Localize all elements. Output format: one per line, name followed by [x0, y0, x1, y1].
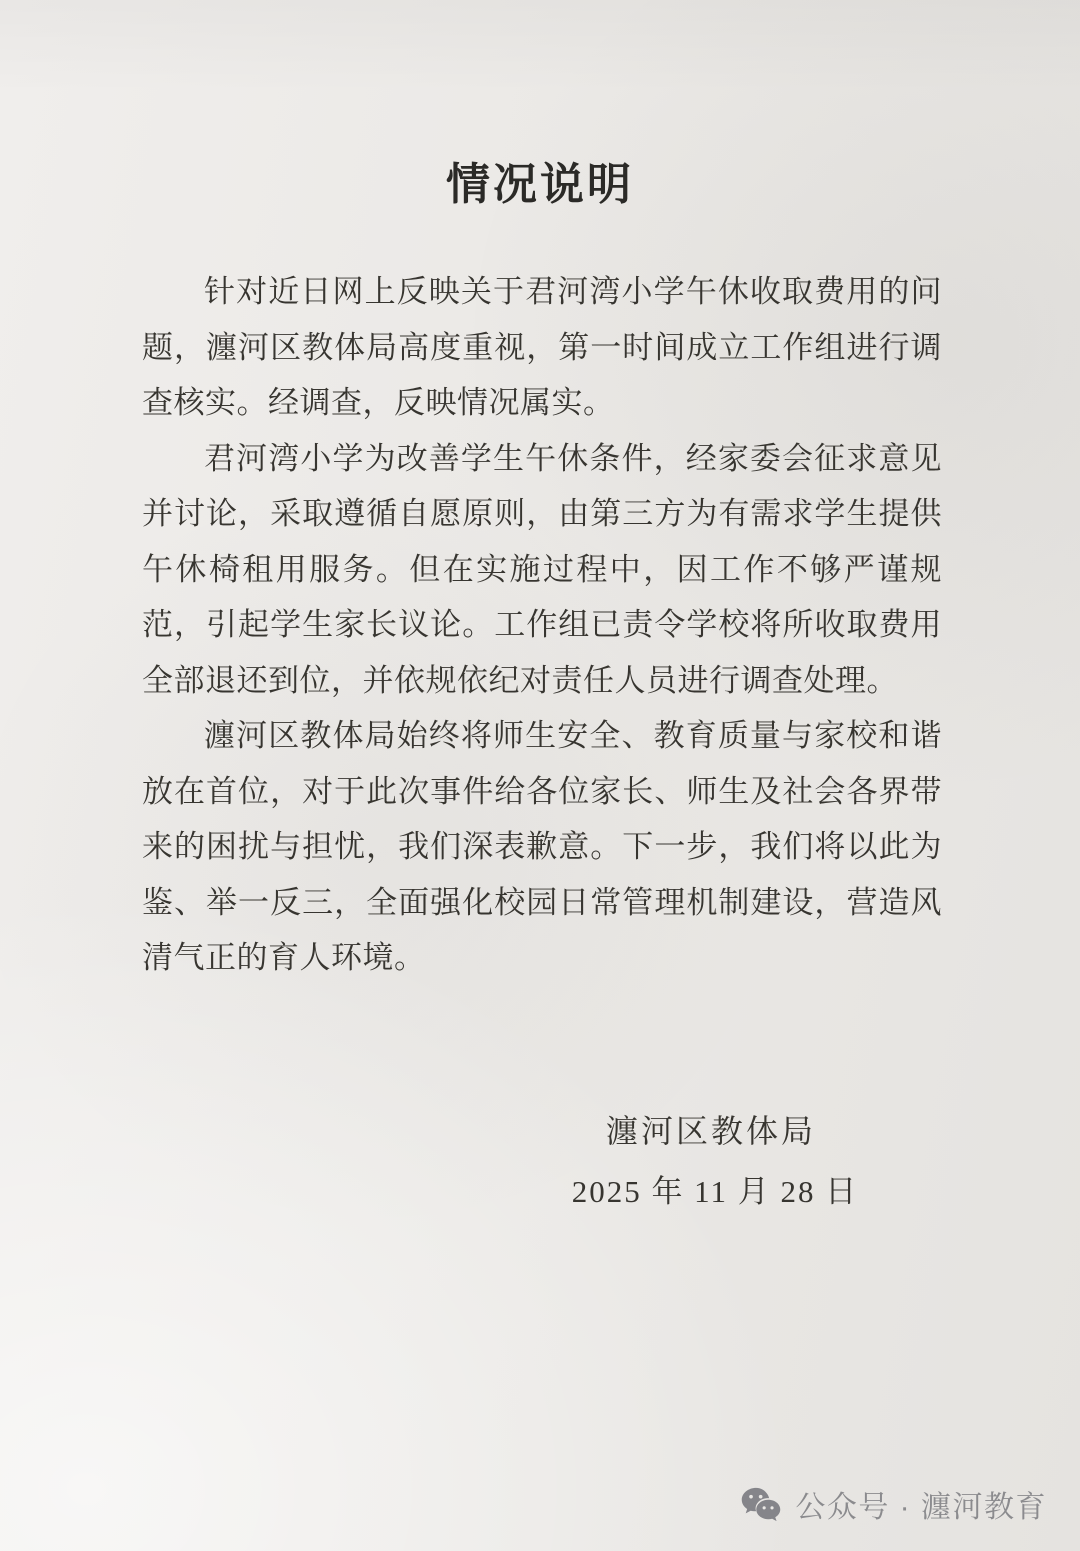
signature-issuer: 瀍河区教体局 [605, 1113, 816, 1149]
wechat-watermark [740, 1482, 1047, 1526]
signature-date: 2025 年 11 月 28 日 [571, 1174, 859, 1209]
wechat-icon [740, 1486, 782, 1522]
document-body [142, 264, 942, 986]
paragraph-3: 瀍河区教体局始终将师生安全、教育质量与家校和谐放在首位，对于此次事件给各位家长、师生及社会各界带来的困扰与担忧，我们深表歉意。下一步，我们将以此为鉴、举一反三，全面强化校园日常管理机制建设，营造风清气正的育人环境。 [142, 718, 942, 975]
paragraph-1: 针对近日网上反映关于君河湾小学午休收取费用的问题，瀍河区教体局高度重视，第一时间成立工作组进行调查核实。经调查，反映情况属实。 [142, 274, 942, 420]
watermark-label: 公众号 · 瀍河教育 [795, 1491, 1047, 1524]
document-title: 情况说明 [446, 160, 634, 209]
paragraph-2: 君河湾小学为改善学生午休条件，经家委会征求意见并讨论，采取遵循自愿原则，由第三方为有需求学生提供午休椅租用服务。但在实施过程中，因工作不够严谨规范，引起学生家长议论。工作组已责令学校将所收取费用全部退还到位，并依规依纪对责任人员进行调查处理。 [142, 440, 942, 698]
